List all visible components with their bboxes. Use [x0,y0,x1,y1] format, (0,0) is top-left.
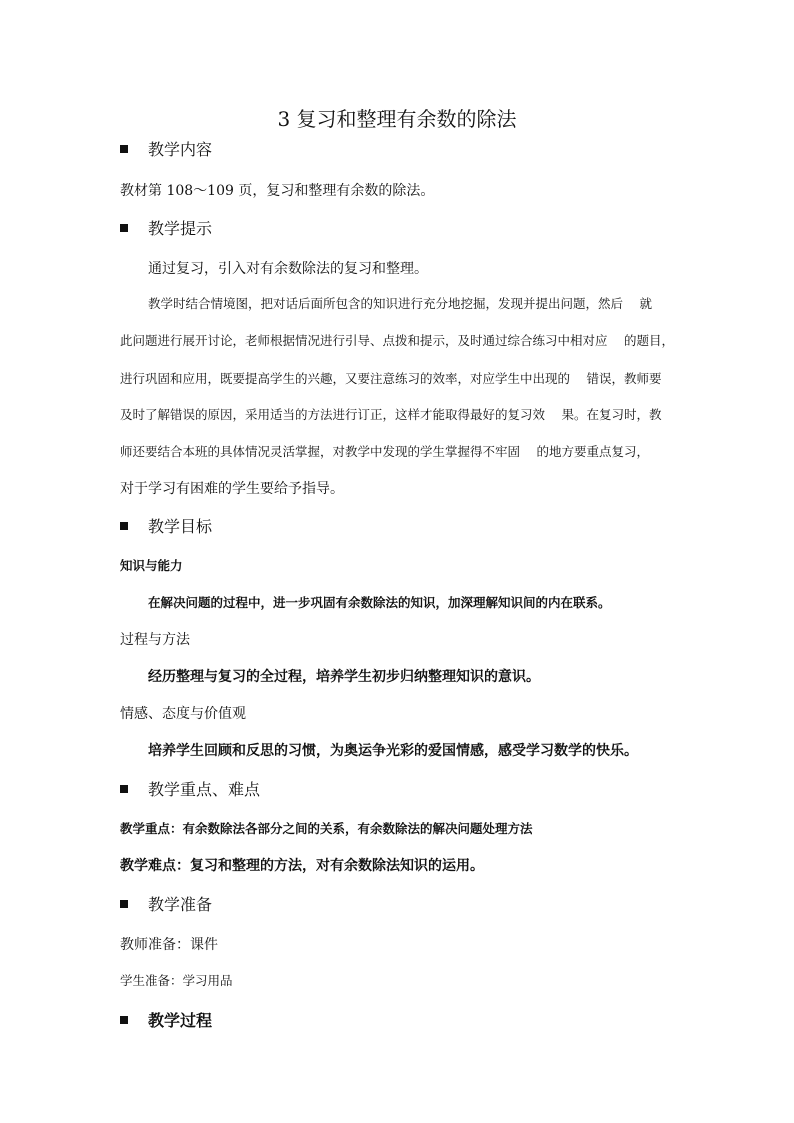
prep-teacher: 教师准备：课件 [120,937,218,953]
bullet-square-icon [120,900,128,908]
heading-text: 教学目标 [148,517,213,536]
difficult-point-text: 教学难点：复习和整理的方法，对有余数除法知识的运用。 [120,858,484,874]
bullet-square-icon [120,145,128,153]
bullet-square-icon [120,224,128,232]
heading-text: 教学过程 [148,1011,213,1030]
goals-text: 在解决问题的过程中，进一步巩固有余数除法的知识，加深理解知识间的内在联系。 [148,595,611,610]
section-heading-keypoints [120,777,260,800]
section-heading-process [120,1008,212,1031]
tips-line: 对于学习有困难的学生要给予指导。 [120,481,344,497]
bullet-square-icon [120,522,128,530]
tips-intro: 通过复习，引入对有余数除法的复习和整理。 [148,261,428,277]
heading-text: 教学准备 [148,895,213,914]
key-point-text: 教学重点：有余数除法各部分之间的关系，有余数除法的解决问题处理方法 [120,821,533,836]
goals-text: 培养学生回顾和反思的习惯，为奥运争光彩的爱国情感，感受学习数学的快乐。 [148,743,638,759]
section-heading-content [120,137,212,160]
tips-line: 及时了解错误的原因，采用适当的方法进行订正，这样才能取得最好的复习效 果。在复习时，教 [120,407,662,422]
heading-text: 教学内容 [148,140,213,159]
prep-student: 学生准备：学习用品 [120,973,233,988]
page-title: 3 复习和整理有余数的除法 [277,107,517,131]
tips-line: 教学时结合情境图，把对话后面所包含的知识进行充分地挖掘，发现并提出问题，然后 就 [148,296,652,311]
section-heading-goals [120,514,212,537]
tips-line: 此问题进行展开讨论，老师根据情况进行引导、点拨和提示，及时通过综合练习中相对应 的题目， [120,333,674,348]
goals-subheading: 过程与方法 [120,632,190,648]
bullet-square-icon [120,1016,128,1024]
tips-line: 进行巩固和应用，既要提高学生的兴趣，又要注意练习的效率，对应学生中出现的 错误，教师要 [120,371,662,386]
section-heading-prep [120,892,212,915]
goals-subheading: 情感、态度与价值观 [120,706,246,722]
content-text: 教材第 108～109 页，复习和整理有余数的除法。 [120,183,435,199]
goals-text: 经历整理与复习的全过程，培养学生初步归纳整理知识的意识。 [148,669,540,685]
bullet-square-icon [120,785,128,793]
tips-line: 师还要结合本班的具体情况灵活掌握，对教学中发现的学生掌握得不牢固 的地方要重点复习， [120,444,649,459]
heading-text: 教学提示 [148,219,213,238]
section-heading-tips [120,216,212,239]
heading-text: 教学重点、难点 [148,780,261,799]
goals-subheading: 知识与能力 [120,558,183,573]
